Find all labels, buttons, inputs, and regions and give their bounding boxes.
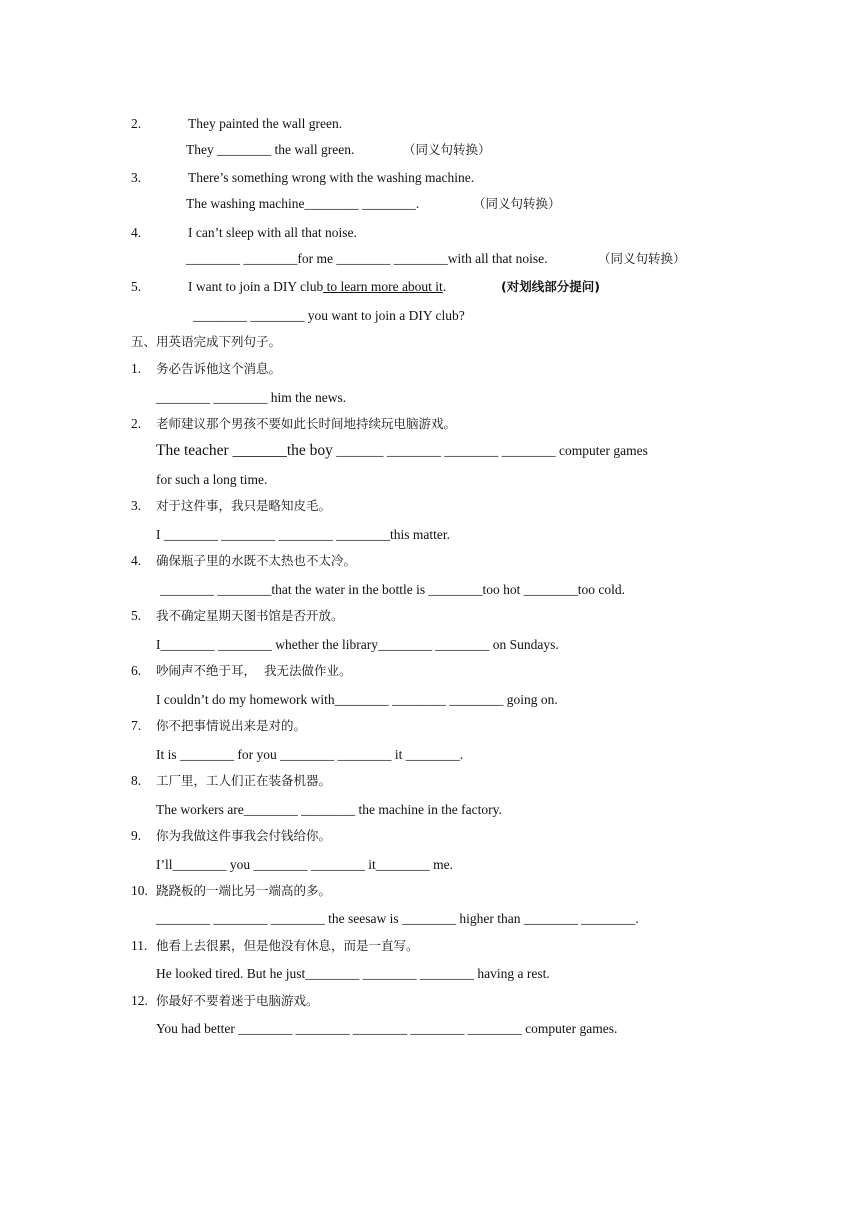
section-heading: 五、用英语完成下列句子。 — [131, 334, 282, 349]
item-number: 8. — [131, 773, 142, 788]
item-number: 11. — [131, 938, 148, 953]
answer-line: I’ll________ you ________ ________ it________ me. — [156, 857, 453, 872]
answer-line: I ________ ________ ________ ________this matter. — [156, 527, 450, 542]
answer-line: They ________ the wall green. — [186, 142, 355, 157]
item-number: 3. — [131, 498, 142, 513]
chinese-prompt: 我不确定星期天图书馆是否开放。 — [156, 608, 344, 623]
instruction-note: (对划线部分提问) — [501, 279, 600, 294]
item-number: 9. — [131, 828, 142, 843]
item-number: 12. — [131, 993, 148, 1008]
answer-line: ________ ________ him the news. — [156, 390, 347, 405]
item-number: 4. — [131, 553, 142, 568]
instruction-note: （同义句转换） — [473, 196, 561, 211]
question-sentence: I want to join a DIY club to learn more about it. — [188, 279, 447, 294]
item-number: 2. — [131, 116, 142, 131]
question-sentence: They painted the wall green. — [188, 116, 343, 131]
chinese-prompt: 吵闹声不绝于耳， 我无法做作业。 — [156, 663, 352, 678]
item-number: 3. — [131, 170, 142, 185]
answer-line: ________ ________for me ________ ________with all that noise. — [186, 251, 548, 266]
question-sentence: There’s something wrong with the washing machine. — [188, 170, 475, 185]
chinese-prompt: 务必告诉他这个消息。 — [156, 361, 282, 376]
chinese-prompt: 老师建议那个男孩不要如此长时间地持续玩电脑游戏。 — [156, 416, 457, 431]
chinese-prompt: 你最好不要着迷于电脑游戏。 — [156, 993, 319, 1008]
item-number: 2. — [131, 416, 142, 431]
item-number: 5. — [131, 608, 142, 623]
item-number: 4. — [131, 225, 142, 240]
answer-line: ________ ________ ________ the seesaw is ________ higher than ________ ________. — [156, 911, 639, 926]
chinese-prompt: 你不把事情说出来是对的。 — [156, 718, 307, 733]
item-number: 1. — [131, 361, 142, 376]
answer-line: ________ ________that the water in the bottle is ________too hot ________too cold. — [160, 582, 625, 597]
answer-line: He looked tired. But he just________ ________ ________ having a rest. — [156, 966, 550, 981]
chinese-prompt: 工厂里，工人们正在装备机器。 — [156, 773, 332, 788]
answer-line: The teacher _______the boy _______ ________ ________ ________ computer games — [156, 442, 648, 459]
item-number: 5. — [131, 279, 142, 294]
chinese-prompt: 他看上去很累，但是他没有休息，而是一直写。 — [156, 938, 419, 953]
answer-line: I________ ________ whether the library________ ________ on Sundays. — [156, 637, 559, 652]
instruction-note: （同义句转换） — [598, 251, 686, 266]
chinese-prompt: 你为我做这件事我会付钱给你。 — [156, 828, 332, 843]
answer-line: I couldn’t do my homework with________ ________ ________ going on. — [156, 692, 558, 707]
chinese-prompt: 对于这件事，我只是略知皮毛。 — [156, 498, 332, 513]
answer-line: The washing machine________ ________. — [186, 196, 420, 211]
answer-line: It is ________ for you ________ ________ it ________. — [156, 747, 464, 762]
instruction-note: （同义句转换） — [403, 142, 491, 157]
chinese-prompt: 确保瓶子里的水既不太热也不太冷。 — [156, 553, 357, 568]
question-sentence: I can’t sleep with all that noise. — [188, 225, 357, 240]
item-number: 10. — [131, 883, 148, 898]
underlined-part: to learn more about it — [323, 279, 443, 294]
answer-line: ________ ________ you want to join a DIY club? — [193, 308, 465, 323]
answer-line-continued: for such a long time. — [156, 472, 268, 487]
answer-line: The workers are________ ________ the machine in the factory. — [156, 802, 502, 817]
chinese-prompt: 跷跷板的一端比另一端高的多。 — [156, 883, 332, 898]
item-number: 6. — [131, 663, 142, 678]
item-number: 7. — [131, 718, 142, 733]
answer-line: You had better ________ ________ ________ ________ ________ computer games. — [156, 1021, 618, 1036]
